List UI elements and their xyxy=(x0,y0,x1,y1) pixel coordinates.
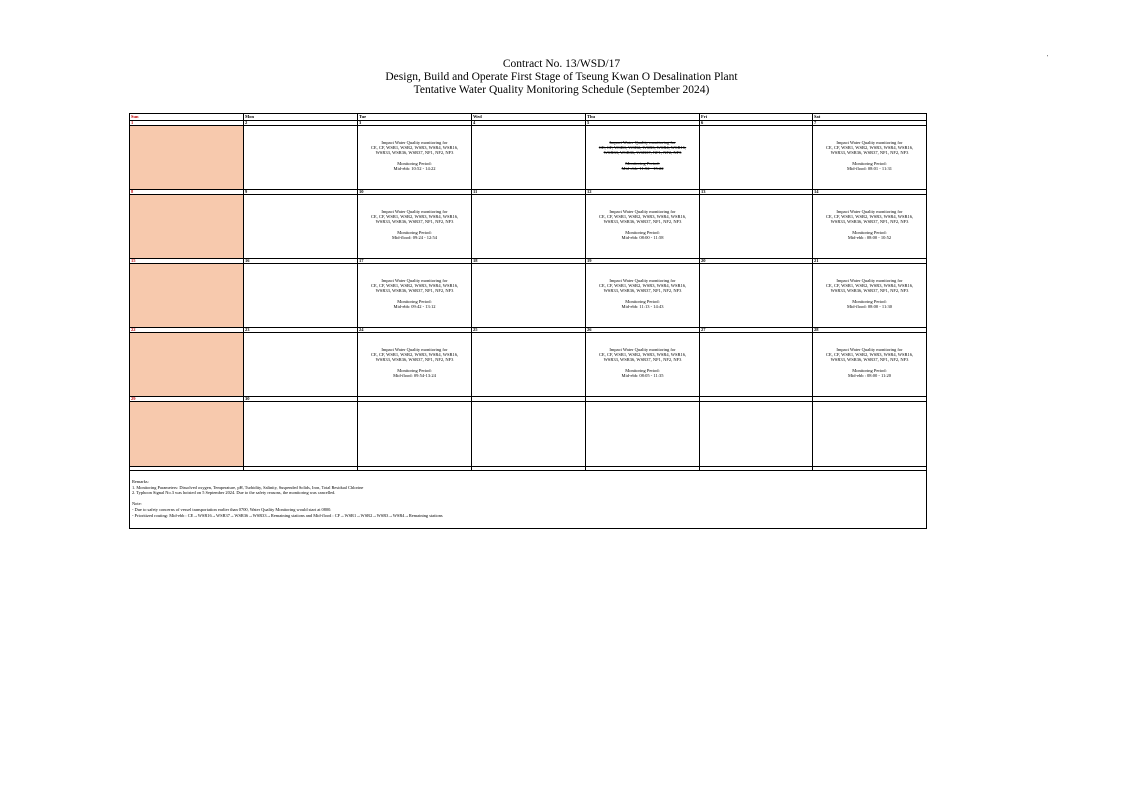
day-cell xyxy=(813,126,927,190)
entry-heading: Impact Water Quality monitoring for xyxy=(836,347,903,352)
day-cell xyxy=(244,126,358,190)
monitoring-period-time: Mid-ebb: 08:05 - 11:35 xyxy=(621,372,664,378)
entry-heading: Impact Water Quality monitoring for xyxy=(381,140,448,145)
weekday-header-mon: Mon xyxy=(244,114,358,121)
day-cell xyxy=(244,195,358,259)
remark-monitoring-parameters: 1. Monitoring Parameters: Dissolved oxygen, Temperature, pH, Turbidity, Salinity, Suspended Solids, Iron, Total Residual Chlorine xyxy=(132,484,364,490)
day-cell xyxy=(813,402,927,467)
weekday-header-sun: Sun xyxy=(130,114,244,121)
weekday-header-thu: Thu xyxy=(586,114,700,121)
week-1-entries-row xyxy=(130,126,927,190)
monitoring-entry xyxy=(358,264,471,309)
day-cell xyxy=(813,264,927,328)
monitoring-period-time: Mid-ebb: 09:42 - 13:12 xyxy=(393,303,436,309)
monitoring-period-label: Monitoring Period: xyxy=(397,229,432,235)
date-number: 5 xyxy=(586,121,700,126)
date-number: 25 xyxy=(472,328,586,333)
entry-stations-line-2: WSR33, WSR36, WSR37, NF1, NF2, NF3 xyxy=(603,288,682,294)
entry-stations-line-2: WSR33, WSR36, WSR37, NF1, NF2, NF3 xyxy=(375,357,454,363)
entry-stations-line-1: CE, CF, WSR1, WSR2, WSR3, WSR4, WSR16, xyxy=(825,352,914,358)
contract-number: Contract No. 13/WSD/17 xyxy=(502,58,621,70)
date-number: 16 xyxy=(244,259,358,264)
entry-heading: Impact Water Quality monitoring for xyxy=(609,209,676,214)
day-cell xyxy=(813,195,927,259)
remarks-heading: Remarks: xyxy=(132,479,149,484)
date-number: 10 xyxy=(358,190,472,195)
monitoring-period-label: Monitoring Period: xyxy=(852,229,887,235)
entry-stations-line-1: CE, CF, WSR1, WSR2, WSR3, WSR4, WSR16, xyxy=(825,283,914,289)
entry-stations-line-2: WSR33, WSR36, WSR37, NF1, NF2, NF3 xyxy=(830,150,909,156)
day-cell xyxy=(586,126,700,190)
note-heading: Note: xyxy=(132,501,142,507)
monitoring-entry xyxy=(586,195,699,240)
monitoring-entry xyxy=(358,126,471,171)
monitoring-period-label: Monitoring Period: xyxy=(625,229,660,235)
day-cell xyxy=(130,402,244,467)
monitoring-calendar xyxy=(129,113,927,529)
entry-heading: Impact Water Quality monitoring for xyxy=(381,209,448,214)
entry-heading: Impact Water Quality monitoring for xyxy=(609,278,676,283)
entry-stations-line-2: WSR33, WSR36, WSR37, NF1, NF2, NF3 xyxy=(603,219,682,225)
monitoring-period-label: Monitoring Period: xyxy=(625,367,660,373)
day-cell xyxy=(700,195,813,259)
date-number: 7 xyxy=(813,121,927,126)
day-cell xyxy=(358,264,472,328)
cancelled-monitoring-entry xyxy=(586,126,699,171)
date-number: 12 xyxy=(586,190,700,195)
day-cell xyxy=(586,264,700,328)
note-prioritized-routing: - Prioritized routing: Mid-ebb : CE→WSR16→WSR37→WSR36→WSR33→Remaining stations and Mid-flood : CF→WSR1→WSR2→WSR3→WSR4→Remaining stations xyxy=(132,512,443,518)
entry-stations-line-1: CE, CF, WSR1, WSR2, WSR3, WSR4, WSR16, xyxy=(370,283,459,289)
monitoring-entry xyxy=(586,333,699,378)
entry-stations-line-2: WSR33, WSR36, WSR37, NF1, NF2, NF3 xyxy=(603,150,682,156)
entry-stations-line-2: WSR33, WSR36, WSR37, NF1, NF2, NF3 xyxy=(603,357,682,363)
monitoring-period-time: Mid-ebb : 08:00 - 11:20 xyxy=(847,372,892,378)
day-cell xyxy=(700,333,813,397)
day-cell xyxy=(244,333,358,397)
date-number: 22 xyxy=(130,328,244,333)
day-cell xyxy=(700,402,813,467)
corner-mark: ' xyxy=(1047,55,1049,61)
day-cell xyxy=(244,402,358,467)
monitoring-period-label: Monitoring Period: xyxy=(852,160,887,166)
day-cell xyxy=(586,333,700,397)
entry-heading: Impact Water Quality monitoring for xyxy=(836,209,903,214)
monitoring-period-label: Monitoring Period: xyxy=(852,298,887,304)
remarks-cell xyxy=(130,471,927,529)
monitoring-entry xyxy=(813,264,926,309)
remark-typhoon-cancellation: 2. Typhoon Signal No.3 was hoisted on 5 September 2024. Due to the safety reasons, the monitoring was cancelled. xyxy=(132,490,336,496)
monitoring-entry xyxy=(813,195,926,240)
week-2-entries-row xyxy=(130,195,927,259)
date-number: 4 xyxy=(472,121,586,126)
date-number: 6 xyxy=(700,121,813,126)
day-cell xyxy=(358,195,472,259)
week-5-entries-row xyxy=(130,402,927,467)
entry-stations-line-1: CE, CF, WSR1, WSR2, WSR3, WSR4, WSR16, xyxy=(825,214,914,220)
date-number: 28 xyxy=(813,328,927,333)
monitoring-period-time: Mid-flood: 08:01 - 11:31 xyxy=(847,165,892,171)
day-cell xyxy=(358,126,472,190)
weekday-header-fri: Fri xyxy=(700,114,813,121)
monitoring-period-time: Mid-flood: 08:00 - 11:30 xyxy=(847,303,892,309)
day-cell xyxy=(130,333,244,397)
date-number: 24 xyxy=(358,328,472,333)
date-number: 18 xyxy=(472,259,586,264)
entry-stations-line-1: CE, CF, WSR1, WSR2, WSR3, WSR4, WSR16, xyxy=(370,145,459,151)
date-number: 14 xyxy=(813,190,927,195)
date-number: 29 xyxy=(130,397,244,402)
day-cell xyxy=(358,402,472,467)
entry-stations-line-2: WSR33, WSR36, WSR37, NF1, NF2, NF3 xyxy=(830,357,909,363)
date-number: 2 xyxy=(244,121,358,126)
date-number: 23 xyxy=(244,328,358,333)
day-cell xyxy=(358,333,472,397)
day-cell xyxy=(586,195,700,259)
remarks-section xyxy=(130,471,926,518)
entry-heading: Impact Water Quality monitoring for xyxy=(609,140,676,145)
entry-stations-line-1: CE, CF, WSR1, WSR2, WSR3, WSR4, WSR16, xyxy=(598,145,687,151)
day-cell xyxy=(244,264,358,328)
day-cell xyxy=(472,264,586,328)
date-number: 13 xyxy=(700,190,813,195)
entry-stations-line-1: CE, CF, WSR1, WSR2, WSR3, WSR4, WSR16, xyxy=(598,283,687,289)
week-3-entries-row xyxy=(130,264,927,328)
weekday-header-wed: Wed xyxy=(472,114,586,121)
date-number: 21 xyxy=(813,259,927,264)
day-cell xyxy=(700,126,813,190)
monitoring-period-label: Monitoring Period: xyxy=(625,160,660,166)
monitoring-period-label: Monitoring Period: xyxy=(397,160,432,166)
day-cell xyxy=(472,333,586,397)
date-number: 8 xyxy=(130,190,244,195)
date-number: 19 xyxy=(586,259,700,264)
monitoring-period-label: Monitoring Period: xyxy=(852,367,887,373)
date-number: 15 xyxy=(130,259,244,264)
monitoring-entry xyxy=(358,195,471,240)
entry-stations-line-2: WSR33, WSR36, WSR37, NF1, NF2, NF3 xyxy=(375,219,454,225)
entry-stations-line-2: WSR33, WSR36, WSR37, NF1, NF2, NF3 xyxy=(830,288,909,294)
date-number: 20 xyxy=(700,259,813,264)
entry-stations-line-2: WSR33, WSR36, WSR37, NF1, NF2, NF3 xyxy=(375,288,454,294)
remarks-row xyxy=(130,471,927,529)
document-title xyxy=(0,58,1123,97)
monitoring-period-label: Monitoring Period: xyxy=(625,298,660,304)
weekday-header-tue: Tue xyxy=(358,114,472,121)
monitoring-period-label: Monitoring Period: xyxy=(397,367,432,373)
monitoring-period-label: Monitoring Period: xyxy=(397,298,432,304)
day-cell xyxy=(813,333,927,397)
weekday-header-sat: Sat xyxy=(813,114,927,121)
day-cell xyxy=(586,402,700,467)
day-cell xyxy=(130,264,244,328)
schedule-title: Tentative Water Quality Monitoring Schedule (September 2024) xyxy=(413,84,710,96)
day-cell xyxy=(700,264,813,328)
monitoring-period-time: Mid-flood: 09:54-13:24 xyxy=(393,372,436,378)
date-number: 1 xyxy=(130,121,244,126)
monitoring-period-time: Mid-flood: 09:24 - 12:54 xyxy=(391,234,438,240)
entry-stations-line-1: CE, CF, WSR1, WSR2, WSR3, WSR4, WSR16, xyxy=(370,352,459,358)
week-4-entries-row xyxy=(130,333,927,397)
day-cell xyxy=(472,126,586,190)
date-number: 9 xyxy=(244,190,358,195)
day-cell xyxy=(472,402,586,467)
monitoring-entry xyxy=(813,126,926,171)
entry-stations-line-1: CE, CF, WSR1, WSR2, WSR3, WSR4, WSR16, xyxy=(598,352,687,358)
day-cell xyxy=(130,126,244,190)
entry-heading: Impact Water Quality monitoring for xyxy=(609,347,676,352)
entry-heading: Impact Water Quality monitoring for xyxy=(381,278,448,283)
entry-heading: Impact Water Quality monitoring for xyxy=(381,347,448,352)
day-cell xyxy=(130,195,244,259)
entry-stations-line-1: CE, CF, WSR1, WSR2, WSR3, WSR4, WSR16, xyxy=(598,214,687,220)
entry-stations-line-2: WSR33, WSR36, WSR37, NF1, NF2, NF3 xyxy=(375,150,454,156)
date-number: 11 xyxy=(472,190,586,195)
date-number: 30 xyxy=(244,397,358,402)
monitoring-period-time: Mid-ebb: 11:52 - 15:22 xyxy=(621,165,664,171)
date-number: 26 xyxy=(586,328,700,333)
date-number: 17 xyxy=(358,259,472,264)
weekday-header-row xyxy=(130,114,927,121)
entry-stations-line-1: CE, CF, WSR1, WSR2, WSR3, WSR4, WSR16, xyxy=(825,145,914,151)
monitoring-entry xyxy=(586,264,699,309)
date-number: 27 xyxy=(700,328,813,333)
entry-stations-line-1: CE, CF, WSR1, WSR2, WSR3, WSR4, WSR16, xyxy=(370,214,459,220)
entry-stations-line-2: WSR33, WSR36, WSR37, NF1, NF2, NF3 xyxy=(830,219,909,225)
entry-heading: Impact Water Quality monitoring for xyxy=(836,140,903,145)
entry-heading: Impact Water Quality monitoring for xyxy=(836,278,903,283)
monitoring-period-time: Mid-ebb: 08:00 - 11:58 xyxy=(621,234,664,240)
monitoring-entry xyxy=(813,333,926,378)
project-name: Design, Build and Operate First Stage of Tseung Kwan O Desalination Plant xyxy=(385,71,738,83)
monitoring-period-time: Mid-ebb : 08:00 - 10:52 xyxy=(847,234,892,240)
note-start-time: - Due to safety concerns of vessel transportation earlier than 0700, Water Quality Monitoring would start at 0800. xyxy=(132,506,332,512)
monitoring-period-time: Mid-ebb: 11:13 - 14:43 xyxy=(621,303,664,309)
date-number: 3 xyxy=(358,121,472,126)
monitoring-period-time: Mid-ebb: 10:52 - 14:22 xyxy=(393,165,436,171)
monitoring-entry xyxy=(358,333,471,378)
day-cell xyxy=(472,195,586,259)
